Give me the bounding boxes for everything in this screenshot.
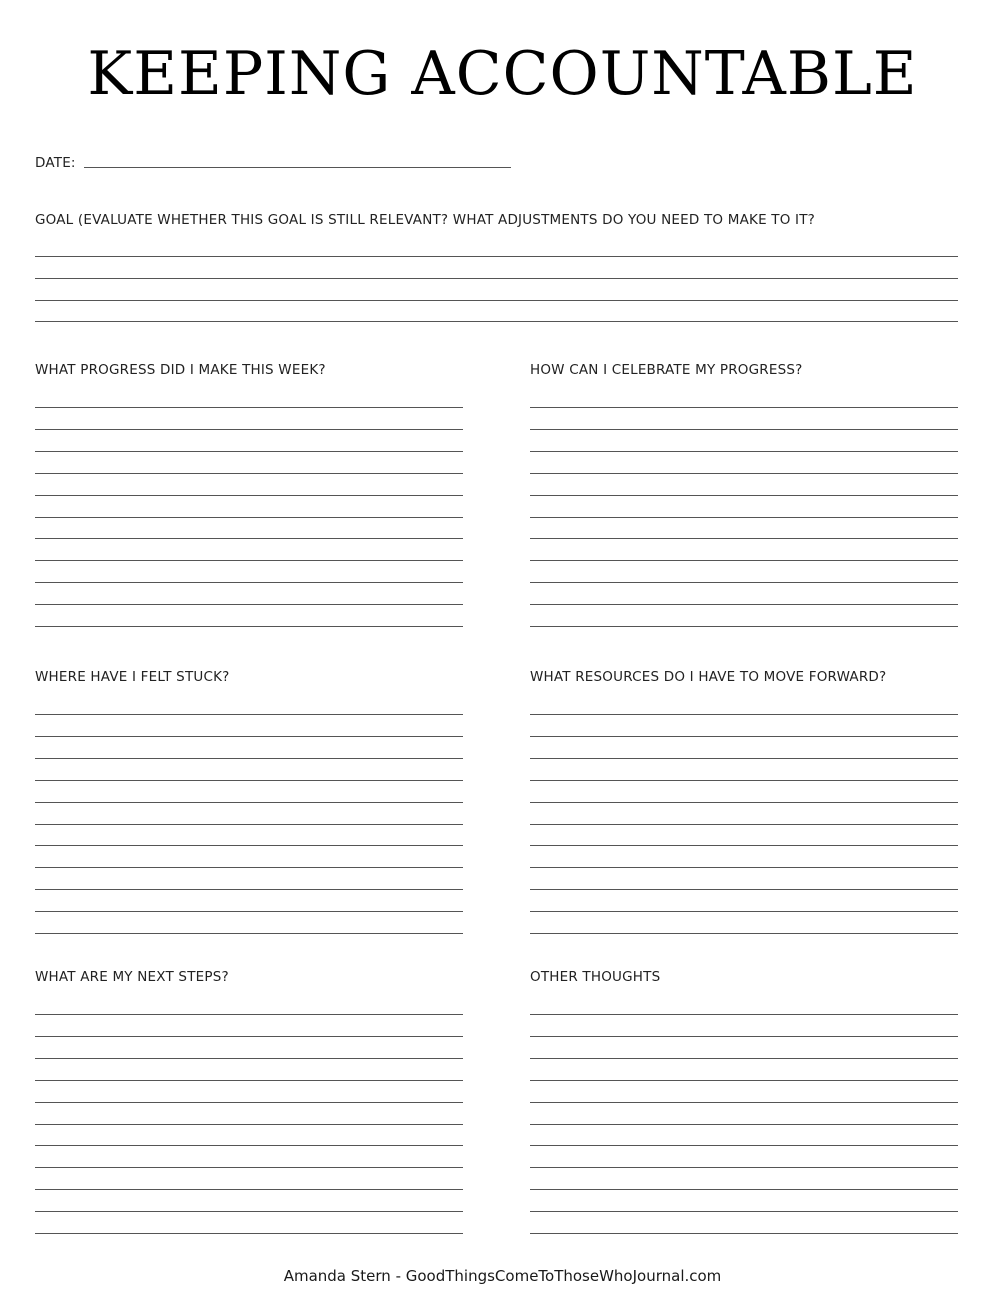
stuck-writing-line[interactable] bbox=[35, 824, 463, 825]
next-steps-writing-line[interactable] bbox=[35, 1189, 463, 1190]
celebrate-writing-line[interactable] bbox=[530, 495, 958, 496]
other-writing-line[interactable] bbox=[530, 1124, 958, 1125]
date-field[interactable] bbox=[84, 167, 511, 168]
resources-writing-line[interactable] bbox=[530, 845, 958, 846]
other-writing-line[interactable] bbox=[530, 1080, 958, 1081]
other-writing-line[interactable] bbox=[530, 1102, 958, 1103]
progress-writing-line[interactable] bbox=[35, 538, 463, 539]
section-resources-label: WHAT RESOURCES DO I HAVE TO MOVE FORWARD? bbox=[530, 669, 887, 685]
page-title: KEEPING ACCOUNTABLE bbox=[87, 39, 918, 109]
celebrate-writing-line[interactable] bbox=[530, 429, 958, 430]
stuck-writing-line[interactable] bbox=[35, 933, 463, 934]
next-steps-writing-line[interactable] bbox=[35, 1058, 463, 1059]
other-writing-line[interactable] bbox=[530, 1036, 958, 1037]
progress-writing-line[interactable] bbox=[35, 604, 463, 605]
progress-writing-line[interactable] bbox=[35, 626, 463, 627]
goal-label: GOAL (EVALUATE WHETHER THIS GOAL IS STILL RELEVANT? WHAT ADJUSTMENTS DO YOU NEED TO MAKE TO IT? bbox=[35, 212, 816, 228]
stuck-writing-line[interactable] bbox=[35, 802, 463, 803]
goal-writing-line[interactable] bbox=[35, 278, 958, 279]
stuck-writing-line[interactable] bbox=[35, 867, 463, 868]
stuck-writing-line[interactable] bbox=[35, 845, 463, 846]
progress-writing-line[interactable] bbox=[35, 495, 463, 496]
stuck-writing-line[interactable] bbox=[35, 714, 463, 715]
section-other-label: OTHER THOUGHTS bbox=[530, 969, 661, 985]
progress-writing-line[interactable] bbox=[35, 517, 463, 518]
other-writing-line[interactable] bbox=[530, 1058, 958, 1059]
next-steps-writing-line[interactable] bbox=[35, 1080, 463, 1081]
resources-writing-line[interactable] bbox=[530, 802, 958, 803]
progress-writing-line[interactable] bbox=[35, 560, 463, 561]
resources-writing-line[interactable] bbox=[530, 758, 958, 759]
next-steps-writing-line[interactable] bbox=[35, 1211, 463, 1212]
date-label: DATE: bbox=[35, 155, 76, 171]
progress-writing-line[interactable] bbox=[35, 582, 463, 583]
next-steps-writing-line[interactable] bbox=[35, 1036, 463, 1037]
next-steps-writing-line[interactable] bbox=[35, 1014, 463, 1015]
next-steps-writing-line[interactable] bbox=[35, 1124, 463, 1125]
progress-writing-line[interactable] bbox=[35, 473, 463, 474]
celebrate-writing-line[interactable] bbox=[530, 517, 958, 518]
other-writing-line[interactable] bbox=[530, 1145, 958, 1146]
celebrate-writing-line[interactable] bbox=[530, 473, 958, 474]
celebrate-writing-line[interactable] bbox=[530, 560, 958, 561]
resources-writing-line[interactable] bbox=[530, 824, 958, 825]
resources-writing-line[interactable] bbox=[530, 714, 958, 715]
celebrate-writing-line[interactable] bbox=[530, 407, 958, 408]
progress-writing-line[interactable] bbox=[35, 451, 463, 452]
resources-writing-line[interactable] bbox=[530, 736, 958, 737]
section-stuck-label: WHERE HAVE I FELT STUCK? bbox=[35, 669, 230, 685]
stuck-writing-line[interactable] bbox=[35, 758, 463, 759]
section-next-steps-label: WHAT ARE MY NEXT STEPS? bbox=[35, 969, 229, 985]
celebrate-writing-line[interactable] bbox=[530, 626, 958, 627]
resources-writing-line[interactable] bbox=[530, 780, 958, 781]
celebrate-writing-line[interactable] bbox=[530, 451, 958, 452]
other-writing-line[interactable] bbox=[530, 1211, 958, 1212]
stuck-writing-line[interactable] bbox=[35, 780, 463, 781]
next-steps-writing-line[interactable] bbox=[35, 1233, 463, 1234]
celebrate-writing-line[interactable] bbox=[530, 604, 958, 605]
other-writing-line[interactable] bbox=[530, 1167, 958, 1168]
celebrate-writing-line[interactable] bbox=[530, 538, 958, 539]
goal-writing-line[interactable] bbox=[35, 300, 958, 301]
goal-writing-line[interactable] bbox=[35, 256, 958, 257]
other-writing-line[interactable] bbox=[530, 1233, 958, 1234]
stuck-writing-line[interactable] bbox=[35, 889, 463, 890]
next-steps-writing-line[interactable] bbox=[35, 1167, 463, 1168]
progress-writing-line[interactable] bbox=[35, 429, 463, 430]
stuck-writing-line[interactable] bbox=[35, 736, 463, 737]
resources-writing-line[interactable] bbox=[530, 933, 958, 934]
section-progress-label: WHAT PROGRESS DID I MAKE THIS WEEK? bbox=[35, 362, 326, 378]
next-steps-writing-line[interactable] bbox=[35, 1145, 463, 1146]
celebrate-writing-line[interactable] bbox=[530, 582, 958, 583]
resources-writing-line[interactable] bbox=[530, 911, 958, 912]
resources-writing-line[interactable] bbox=[530, 867, 958, 868]
next-steps-writing-line[interactable] bbox=[35, 1102, 463, 1103]
progress-writing-line[interactable] bbox=[35, 407, 463, 408]
resources-writing-line[interactable] bbox=[530, 889, 958, 890]
other-writing-line[interactable] bbox=[530, 1014, 958, 1015]
stuck-writing-line[interactable] bbox=[35, 911, 463, 912]
section-celebrate-label: HOW CAN I CELEBRATE MY PROGRESS? bbox=[530, 362, 803, 378]
footer-credit: Amanda Stern - GoodThingsComeToThoseWhoJournal.com bbox=[283, 1267, 722, 1285]
other-writing-line[interactable] bbox=[530, 1189, 958, 1190]
goal-writing-line[interactable] bbox=[35, 321, 958, 322]
